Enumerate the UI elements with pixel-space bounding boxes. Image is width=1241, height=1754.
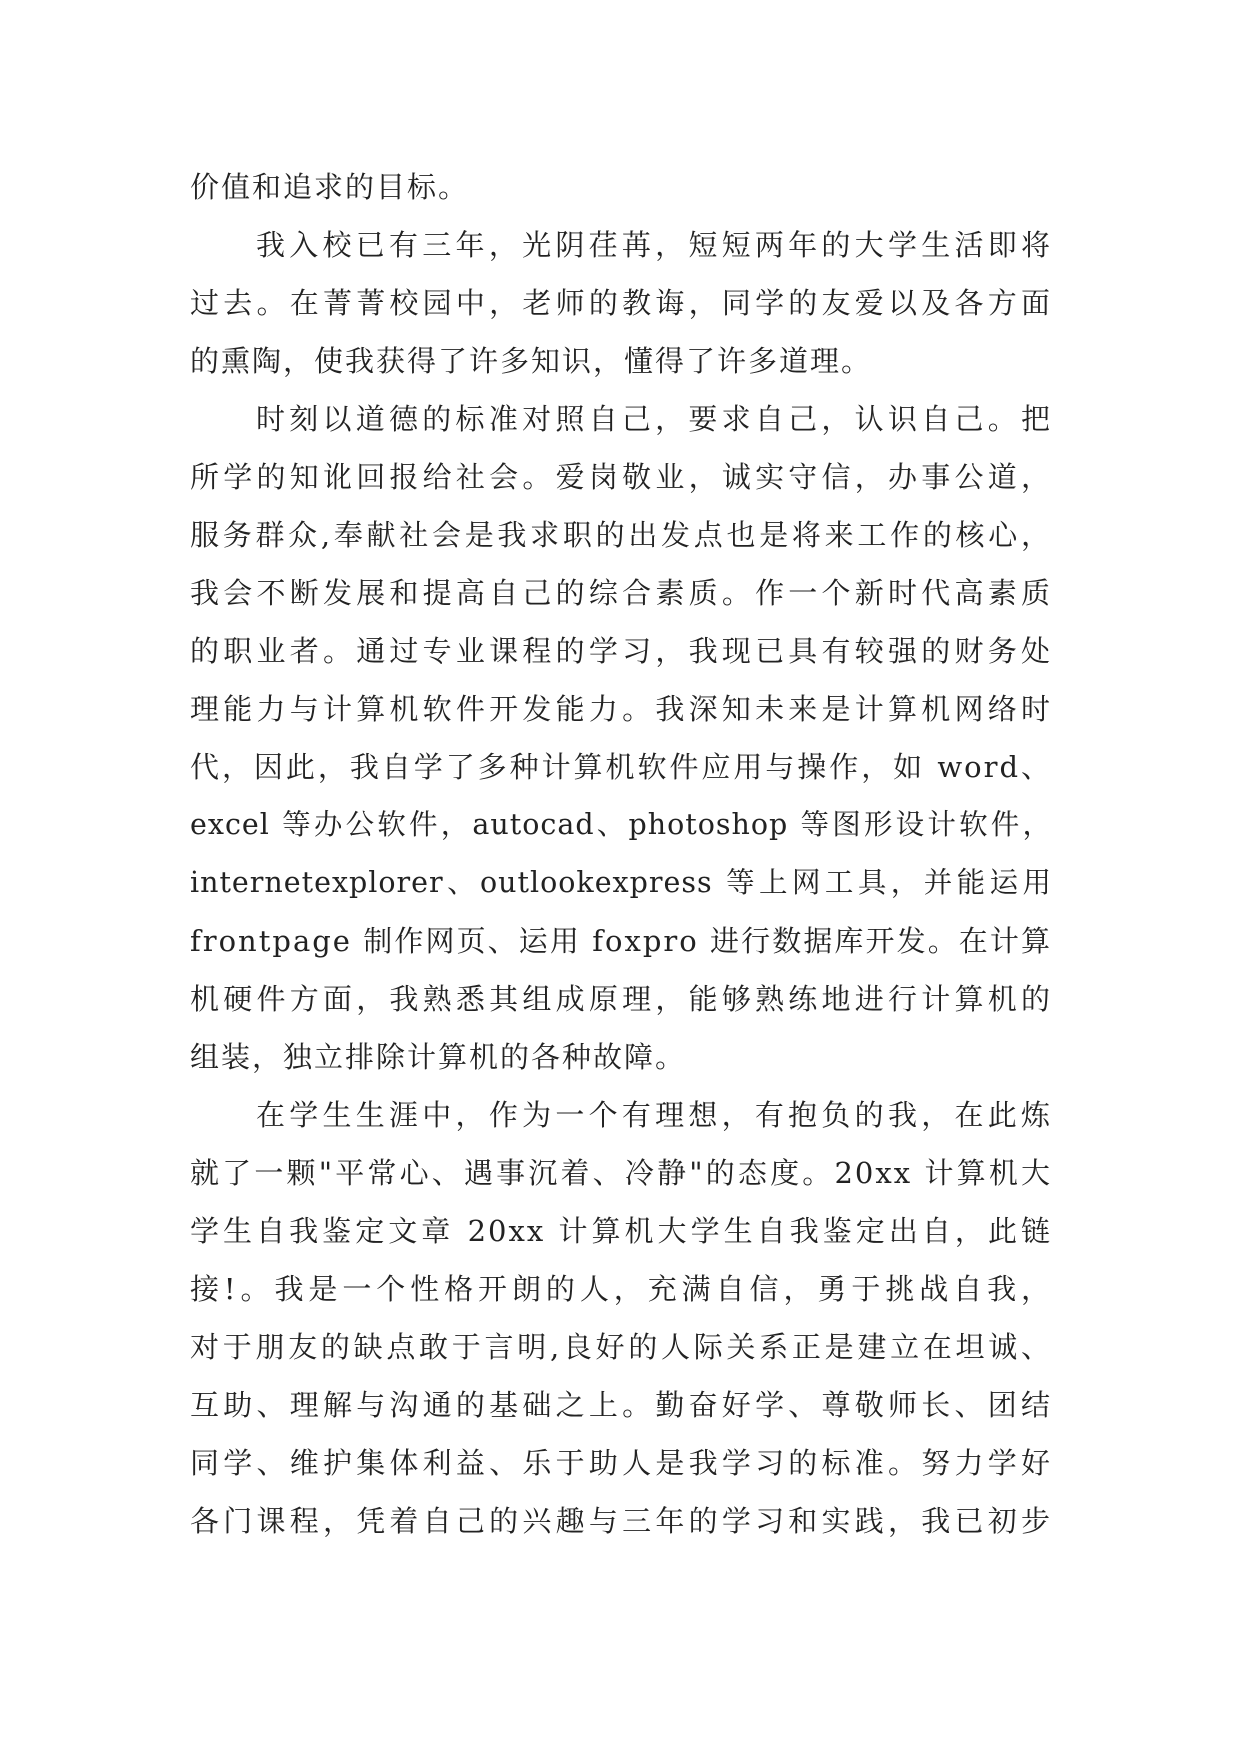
text-line: 代，因此，我自学了多种计算机软件应用与操作，如 word、 (190, 750, 1052, 784)
text-line: 对于朋友的缺点敢于言明,良好的人际关系正是建立在坦诚、 (190, 1330, 1052, 1364)
text-line: 组装，独立排除计算机的各种故障。 (190, 1040, 687, 1074)
text-line: 我会不断发展和提高自己的综合素质。作一个新时代高素质 (190, 576, 1052, 610)
text-line: 的职业者。通过专业课程的学习，我现已具有较强的财务处 (190, 634, 1052, 668)
text-line: 接!。我是一个性格开朗的人，充满自信，勇于挑战自我， (190, 1272, 1052, 1306)
text-line: 理能力与计算机软件开发能力。我深知未来是计算机网络时 (190, 692, 1052, 726)
text-line: 价值和追求的目标。 (190, 170, 470, 204)
text-line: 就了一颗"平常心、遇事沉着、冷静"的态度。20xx 计算机大 (190, 1156, 1052, 1190)
text-line: 互助、理解与沟通的基础之上。勤奋好学、尊敬师长、团结 (190, 1388, 1052, 1422)
text-line: 机硬件方面，我熟悉其组成原理，能够熟练地进行计算机的 (190, 982, 1052, 1016)
text-line: 各门课程，凭着自己的兴趣与三年的学习和实践，我已初步 (190, 1504, 1052, 1538)
text-line: 我入校已有三年，光阴荏苒，短短两年的大学生活即将 (256, 228, 1052, 262)
text-line: 所学的知讹回报给社会。爱岗敬业，诚实守信，办事公道， (190, 460, 1052, 494)
text-line: internetexplorer、outlookexpress 等上网工具，并能运用 (190, 866, 1052, 899)
text-line: 过去。在菁菁校园中，老师的教诲，同学的友爱以及各方面 (190, 286, 1052, 320)
text-line: 的熏陶，使我获得了许多知识，懂得了许多道理。 (190, 344, 873, 378)
text-line: 时刻以道德的标准对照自己，要求自己，认识自己。把 (256, 402, 1052, 436)
text-line: 同学、维护集体利益、乐于助人是我学习的标准。努力学好 (190, 1446, 1052, 1480)
text-line: excel 等办公软件，autocad、photoshop 等图形设计软件， (190, 808, 1052, 841)
text-line: 服务群众,奉献社会是我求职的出发点也是将来工作的核心， (190, 518, 1052, 552)
text-line: 在学生生涯中，作为一个有理想，有抱负的我，在此炼 (256, 1098, 1052, 1132)
document-body (190, 158, 1052, 1550)
text-line: frontpage 制作网页、运用 foxpro 进行数据库开发。在计算 (190, 924, 1052, 958)
text-line: 学生自我鉴定文章 20xx 计算机大学生自我鉴定出自，此链 (190, 1214, 1052, 1248)
